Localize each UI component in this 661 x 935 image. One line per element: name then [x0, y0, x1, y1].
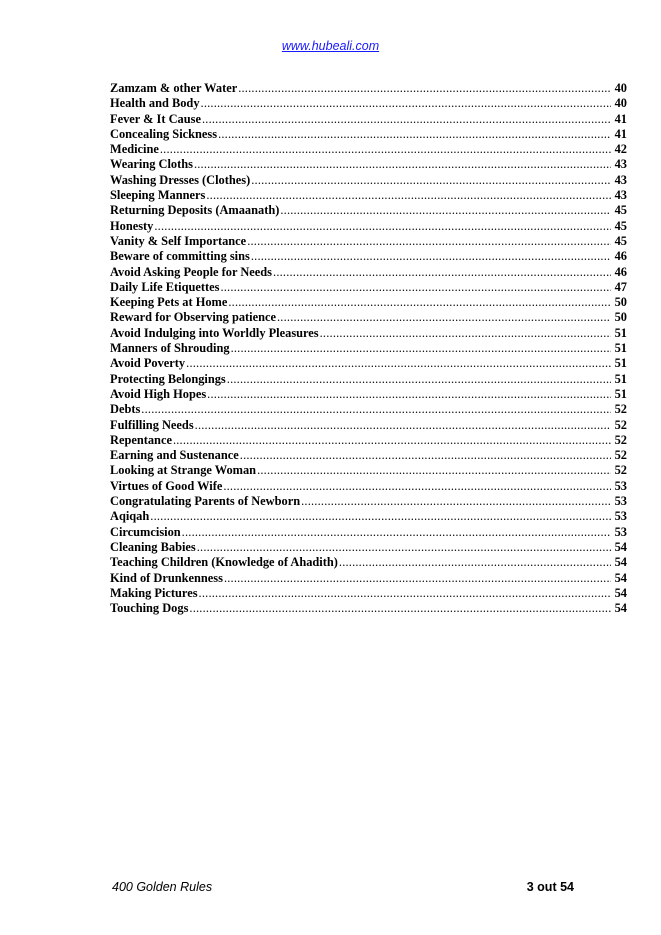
- toc-entry-page: 51: [614, 371, 627, 386]
- toc-entry-title: Avoid Asking People for Needs: [110, 264, 273, 279]
- toc-entry[interactable]: [110, 127, 627, 142]
- toc-entry-title: Cleaning Babies: [110, 539, 196, 554]
- toc-entry-title: Manners of Shrouding: [110, 341, 230, 356]
- toc-entry[interactable]: [110, 326, 627, 341]
- toc-entry-title: Circumcision: [110, 524, 181, 539]
- toc-entry[interactable]: [110, 601, 627, 616]
- toc-entry-page: 45: [614, 203, 627, 218]
- toc-leader-dots: [186, 356, 611, 371]
- toc-entry[interactable]: [110, 509, 627, 524]
- toc-entry-title: Repentance: [110, 432, 172, 447]
- toc-entry-page: 52: [614, 463, 627, 478]
- toc-entry-page: 52: [614, 402, 627, 417]
- toc-entry-title: Avoid Poverty: [110, 356, 186, 371]
- toc-entry[interactable]: [110, 356, 627, 371]
- toc-entry-title: Making Pictures: [110, 585, 198, 600]
- toc-entry-page: 45: [614, 233, 627, 248]
- toc-leader-dots: [194, 157, 611, 172]
- toc-entry-title: Avoid Indulging into Worldly Pleasures: [110, 325, 319, 340]
- toc-entry-title: Health and Body: [110, 96, 200, 111]
- toc-entry[interactable]: [110, 372, 627, 387]
- toc-entry-title: Fever & It Cause: [110, 111, 201, 126]
- toc-entry-page: 51: [614, 325, 627, 340]
- toc-entry[interactable]: [110, 463, 627, 478]
- toc-entry[interactable]: [110, 525, 627, 540]
- toc-leader-dots: [228, 295, 611, 310]
- toc-entry[interactable]: [110, 448, 627, 463]
- toc-entry-title: Sleeping Manners: [110, 188, 206, 203]
- toc-leader-dots: [301, 494, 611, 509]
- toc-leader-dots: [224, 571, 611, 586]
- toc-entry-title: Vanity & Self Importance: [110, 233, 247, 248]
- toc-entry-title: Washing Dresses (Clothes): [110, 172, 251, 187]
- toc-entry-page: 41: [614, 126, 627, 141]
- toc-entry-title: Wearing Cloths: [110, 157, 193, 172]
- toc-leader-dots: [195, 418, 611, 433]
- toc-leader-dots: [199, 586, 611, 601]
- toc-entry[interactable]: [110, 219, 627, 234]
- toc-leader-dots: [201, 96, 611, 111]
- toc-leader-dots: [238, 81, 611, 96]
- toc-leader-dots: [251, 173, 611, 188]
- toc-leader-dots: [189, 601, 611, 616]
- toc-entry-title: Protecting Belongings: [110, 371, 226, 386]
- toc-leader-dots: [320, 326, 611, 341]
- toc-leader-dots: [173, 433, 611, 448]
- toc-entry[interactable]: [110, 310, 627, 325]
- toc-entry-title: Debts: [110, 402, 141, 417]
- toc-entry[interactable]: [110, 479, 627, 494]
- toc-entry[interactable]: [110, 433, 627, 448]
- toc-entry[interactable]: [110, 540, 627, 555]
- toc-entry-page: 46: [614, 249, 627, 264]
- footer-document-title: 400 Golden Rules: [112, 880, 213, 894]
- toc-leader-dots: [277, 310, 611, 325]
- toc-leader-dots: [202, 112, 611, 127]
- site-link[interactable]: www.hubeali.com: [281, 39, 380, 53]
- toc-entry-title: Keeping Pets at Home: [110, 295, 228, 310]
- toc-entry-page: 46: [614, 264, 627, 279]
- toc-entry[interactable]: [110, 571, 627, 586]
- toc-entry[interactable]: [110, 387, 627, 402]
- footer-page-number: 3 out 54: [526, 880, 574, 894]
- toc-entry-title: Zamzam & other Water: [110, 81, 238, 95]
- toc-entry-page: 42: [614, 142, 627, 157]
- toc-entry[interactable]: [110, 81, 627, 96]
- toc-entry-page: 54: [614, 570, 627, 585]
- toc-entry-page: 47: [614, 279, 627, 294]
- toc-entry-title: Returning Deposits (Amaanath): [110, 203, 280, 218]
- toc-entry[interactable]: [110, 96, 627, 111]
- toc-entry[interactable]: [110, 157, 627, 172]
- toc-entry[interactable]: [110, 555, 627, 570]
- toc-entry[interactable]: [110, 586, 627, 601]
- toc-leader-dots: [280, 203, 611, 218]
- toc-leader-dots: [231, 341, 611, 356]
- toc-entry[interactable]: [110, 234, 627, 249]
- toc-leader-dots: [154, 219, 611, 234]
- toc-leader-dots: [150, 509, 611, 524]
- toc-entry[interactable]: [110, 142, 627, 157]
- toc-leader-dots: [206, 188, 611, 203]
- toc-entry-page: 52: [614, 432, 627, 447]
- toc-entry-title: Concealing Sickness: [110, 126, 218, 141]
- toc-entry[interactable]: [110, 295, 627, 310]
- toc-leader-dots: [197, 540, 611, 555]
- toc-leader-dots: [273, 265, 611, 280]
- toc-entry-title: Virtues of Good Wife: [110, 478, 223, 493]
- toc-entry-page: 41: [614, 111, 627, 126]
- toc-entry-title: Honesty: [110, 218, 154, 233]
- toc-entry[interactable]: [110, 203, 627, 218]
- toc-leader-dots: [160, 142, 611, 157]
- toc-entry[interactable]: [110, 494, 627, 509]
- toc-entry-page: 50: [614, 310, 627, 325]
- toc-entry-page: 51: [614, 386, 627, 401]
- toc-entry-page: 53: [614, 494, 627, 509]
- toc-entry-title: Avoid High Hopes: [110, 386, 207, 401]
- toc-leader-dots: [240, 448, 611, 463]
- toc-leader-dots: [257, 463, 611, 478]
- toc-entry-page: 40: [614, 96, 627, 111]
- toc-entry-page: 40: [614, 81, 627, 95]
- toc-entry-page: 51: [614, 341, 627, 356]
- toc-entry-page: 53: [614, 478, 627, 493]
- toc-entry[interactable]: [110, 402, 627, 417]
- toc-entry-page: 52: [614, 448, 627, 463]
- toc-entry[interactable]: [110, 173, 627, 188]
- toc-entry-page: 51: [614, 356, 627, 371]
- toc-leader-dots: [220, 280, 611, 295]
- toc-entry-page: 54: [614, 585, 627, 600]
- toc-entry-page: 43: [614, 172, 627, 187]
- table-of-contents: [110, 81, 627, 616]
- toc-entry-page: 53: [614, 524, 627, 539]
- toc-entry-title: Teaching Children (Knowledge of Ahadith): [110, 555, 338, 570]
- toc-entry-title: Kind of Drunkenness: [110, 570, 223, 585]
- toc-entry-title: Medicine: [110, 142, 159, 157]
- toc-entry-page: 50: [614, 295, 627, 310]
- toc-entry-title: Daily Life Etiquettes: [110, 279, 220, 294]
- toc-entry-title: Looking at Strange Woman: [110, 463, 257, 478]
- toc-entry-page: 54: [614, 555, 627, 570]
- toc-leader-dots: [247, 234, 611, 249]
- toc-leader-dots: [227, 372, 611, 387]
- page-footer: [112, 880, 574, 894]
- toc-entry[interactable]: [110, 265, 627, 280]
- toc-entry[interactable]: [110, 418, 627, 433]
- toc-entry-page: 45: [614, 218, 627, 233]
- toc-leader-dots: [339, 555, 611, 570]
- toc-entry[interactable]: [110, 112, 627, 127]
- toc-leader-dots: [207, 387, 611, 402]
- toc-leader-dots: [182, 525, 611, 540]
- toc-entry-page: 53: [614, 509, 627, 524]
- toc-entry[interactable]: [110, 249, 627, 264]
- toc-entry[interactable]: [110, 280, 627, 295]
- toc-entry-title: Fulfilling Needs: [110, 417, 194, 432]
- toc-entry-title: Congratulating Parents of Newborn: [110, 494, 301, 509]
- toc-entry-page: 52: [614, 417, 627, 432]
- toc-entry-page: 54: [614, 539, 627, 554]
- toc-entry-title: Touching Dogs: [110, 601, 189, 616]
- toc-leader-dots: [223, 479, 611, 494]
- toc-entry-title: Aqiqah: [110, 509, 150, 524]
- toc-leader-dots: [251, 249, 611, 264]
- toc-entry-title: Earning and Sustenance: [110, 448, 239, 463]
- toc-entry-page: 54: [614, 601, 627, 616]
- toc-leader-dots: [218, 127, 611, 142]
- toc-entry-page: 43: [614, 157, 627, 172]
- toc-entry-page: 43: [614, 188, 627, 203]
- toc-leader-dots: [141, 402, 611, 417]
- toc-entry-title: Reward for Observing patience: [110, 310, 276, 325]
- toc-entry[interactable]: [110, 188, 627, 203]
- toc-entry-title: Beware of committing sins: [110, 249, 250, 264]
- toc-entry[interactable]: [110, 341, 627, 356]
